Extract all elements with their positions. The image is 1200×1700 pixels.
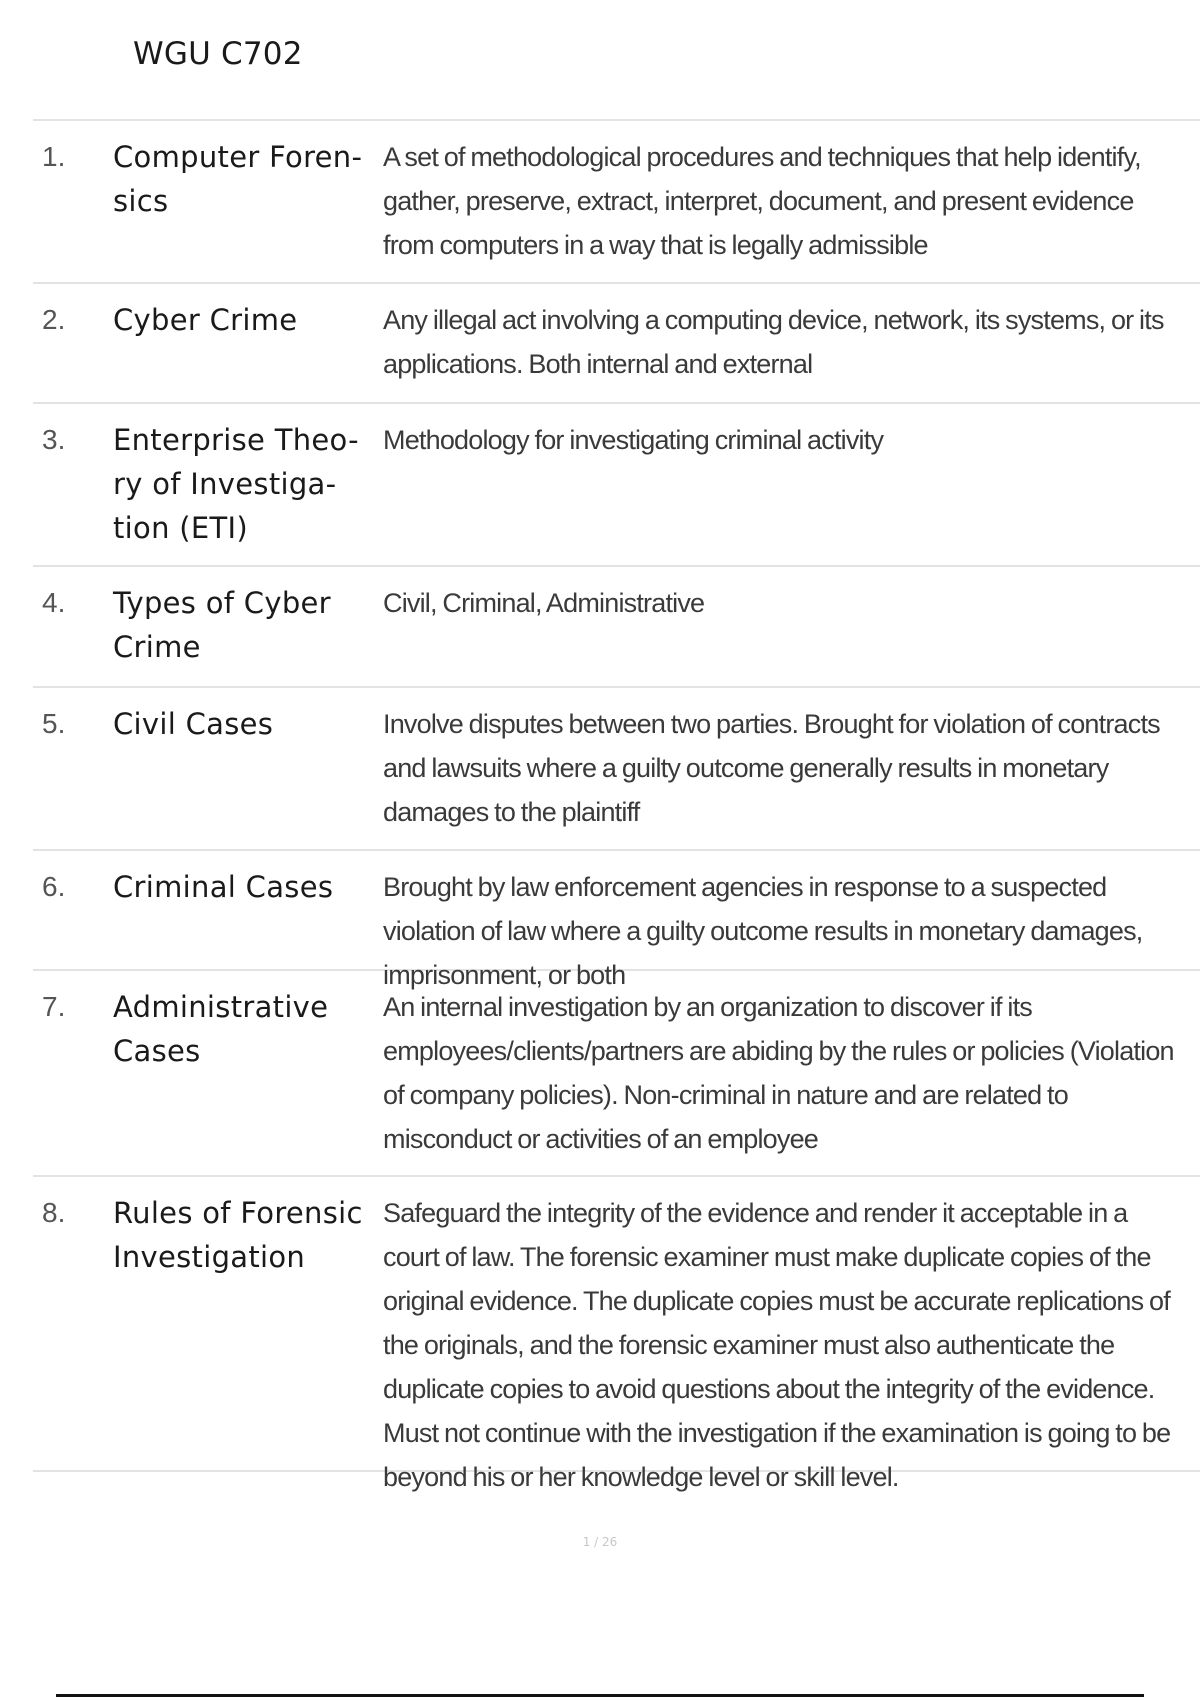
flashcard-row xyxy=(33,404,1200,567)
term-text: Types of Cyber Crime xyxy=(113,586,331,664)
bottom-divider xyxy=(56,1694,1144,1697)
card-number: 1. xyxy=(42,141,66,172)
card-number: 4. xyxy=(42,587,66,618)
card-number: 6. xyxy=(42,871,66,902)
flashcard-list xyxy=(33,119,1200,1492)
flashcard-row xyxy=(33,971,1200,1177)
flashcard-row xyxy=(33,1177,1200,1492)
flashcard-row xyxy=(33,567,1200,688)
term-text: Administrative Cases xyxy=(113,990,329,1068)
card-definition: Any illegal act involving a computing device, network, its systems, or its applications. Both internal and external xyxy=(383,305,1164,379)
card-term xyxy=(113,1191,383,1279)
flashcard-row xyxy=(33,851,1200,990)
card-number: 3. xyxy=(42,424,66,455)
card-number: 7. xyxy=(42,991,66,1022)
term-text: Rules of Forensic Investigation xyxy=(113,1196,363,1274)
card-definition: Civil, Criminal, Administrative xyxy=(383,588,705,618)
card-definition: An internal investigation by an organization to discover if its employees/clients/partners are abiding by the rules or policies (Violation of company policies). Non-criminal in nature and are related to misconduct or activities of an employee xyxy=(383,992,1174,1154)
card-term xyxy=(113,865,383,909)
flashcard-row xyxy=(33,688,1200,851)
flashcard-row xyxy=(33,121,1200,284)
card-number: 8. xyxy=(42,1197,66,1228)
document-title: WGU C702 xyxy=(133,36,303,72)
page-number: 1 / 26 xyxy=(582,1535,618,1549)
card-definition: Involve disputes between two parties. Brought for violation of contracts and lawsuits where a guilty outcome generally results in monetary damages to the plaintiff xyxy=(383,709,1160,827)
card-definition: Safeguard the integrity of the evidence and render it acceptable in a court of law. The forensic examiner must make duplicate copies of the original evidence. The duplicate copies must be accurate replications of the originals, and the forensic examiner must also authenticate the duplicate copies to avoid questions about the integrity of the evidence. Must not continue with the investigation if the examination is going to be beyond his or her knowledge level or skill level. xyxy=(383,1198,1171,1492)
term-text: Criminal Cases xyxy=(113,870,334,904)
flashcard-row xyxy=(33,284,1200,404)
term-text: Computer Foren- sics xyxy=(113,140,363,218)
term-text: Civil Cases xyxy=(113,707,274,741)
card-definition: Methodology for investigating criminal activity xyxy=(383,425,884,455)
card-term xyxy=(113,298,383,342)
term-text: Cyber Crime xyxy=(113,303,298,337)
card-number: 2. xyxy=(42,304,66,335)
card-number: 5. xyxy=(42,708,66,739)
card-term xyxy=(113,702,383,746)
card-definition: Brought by law enforcement agencies in response to a suspected violation of law where a guilty outcome results in monetary damages, imprisonment, or both xyxy=(383,872,1143,990)
term-text: Enterprise Theo- ry of Investiga- tion (ETI) xyxy=(113,423,359,545)
card-term xyxy=(113,581,383,669)
card-term xyxy=(113,135,383,223)
card-term xyxy=(113,985,383,1073)
card-definition: A set of methodological procedures and techniques that help identify, gather, preserve, extract, interpret, document, and present evidence from computers in a way that is legally admissible xyxy=(383,142,1141,260)
card-term xyxy=(113,418,383,550)
